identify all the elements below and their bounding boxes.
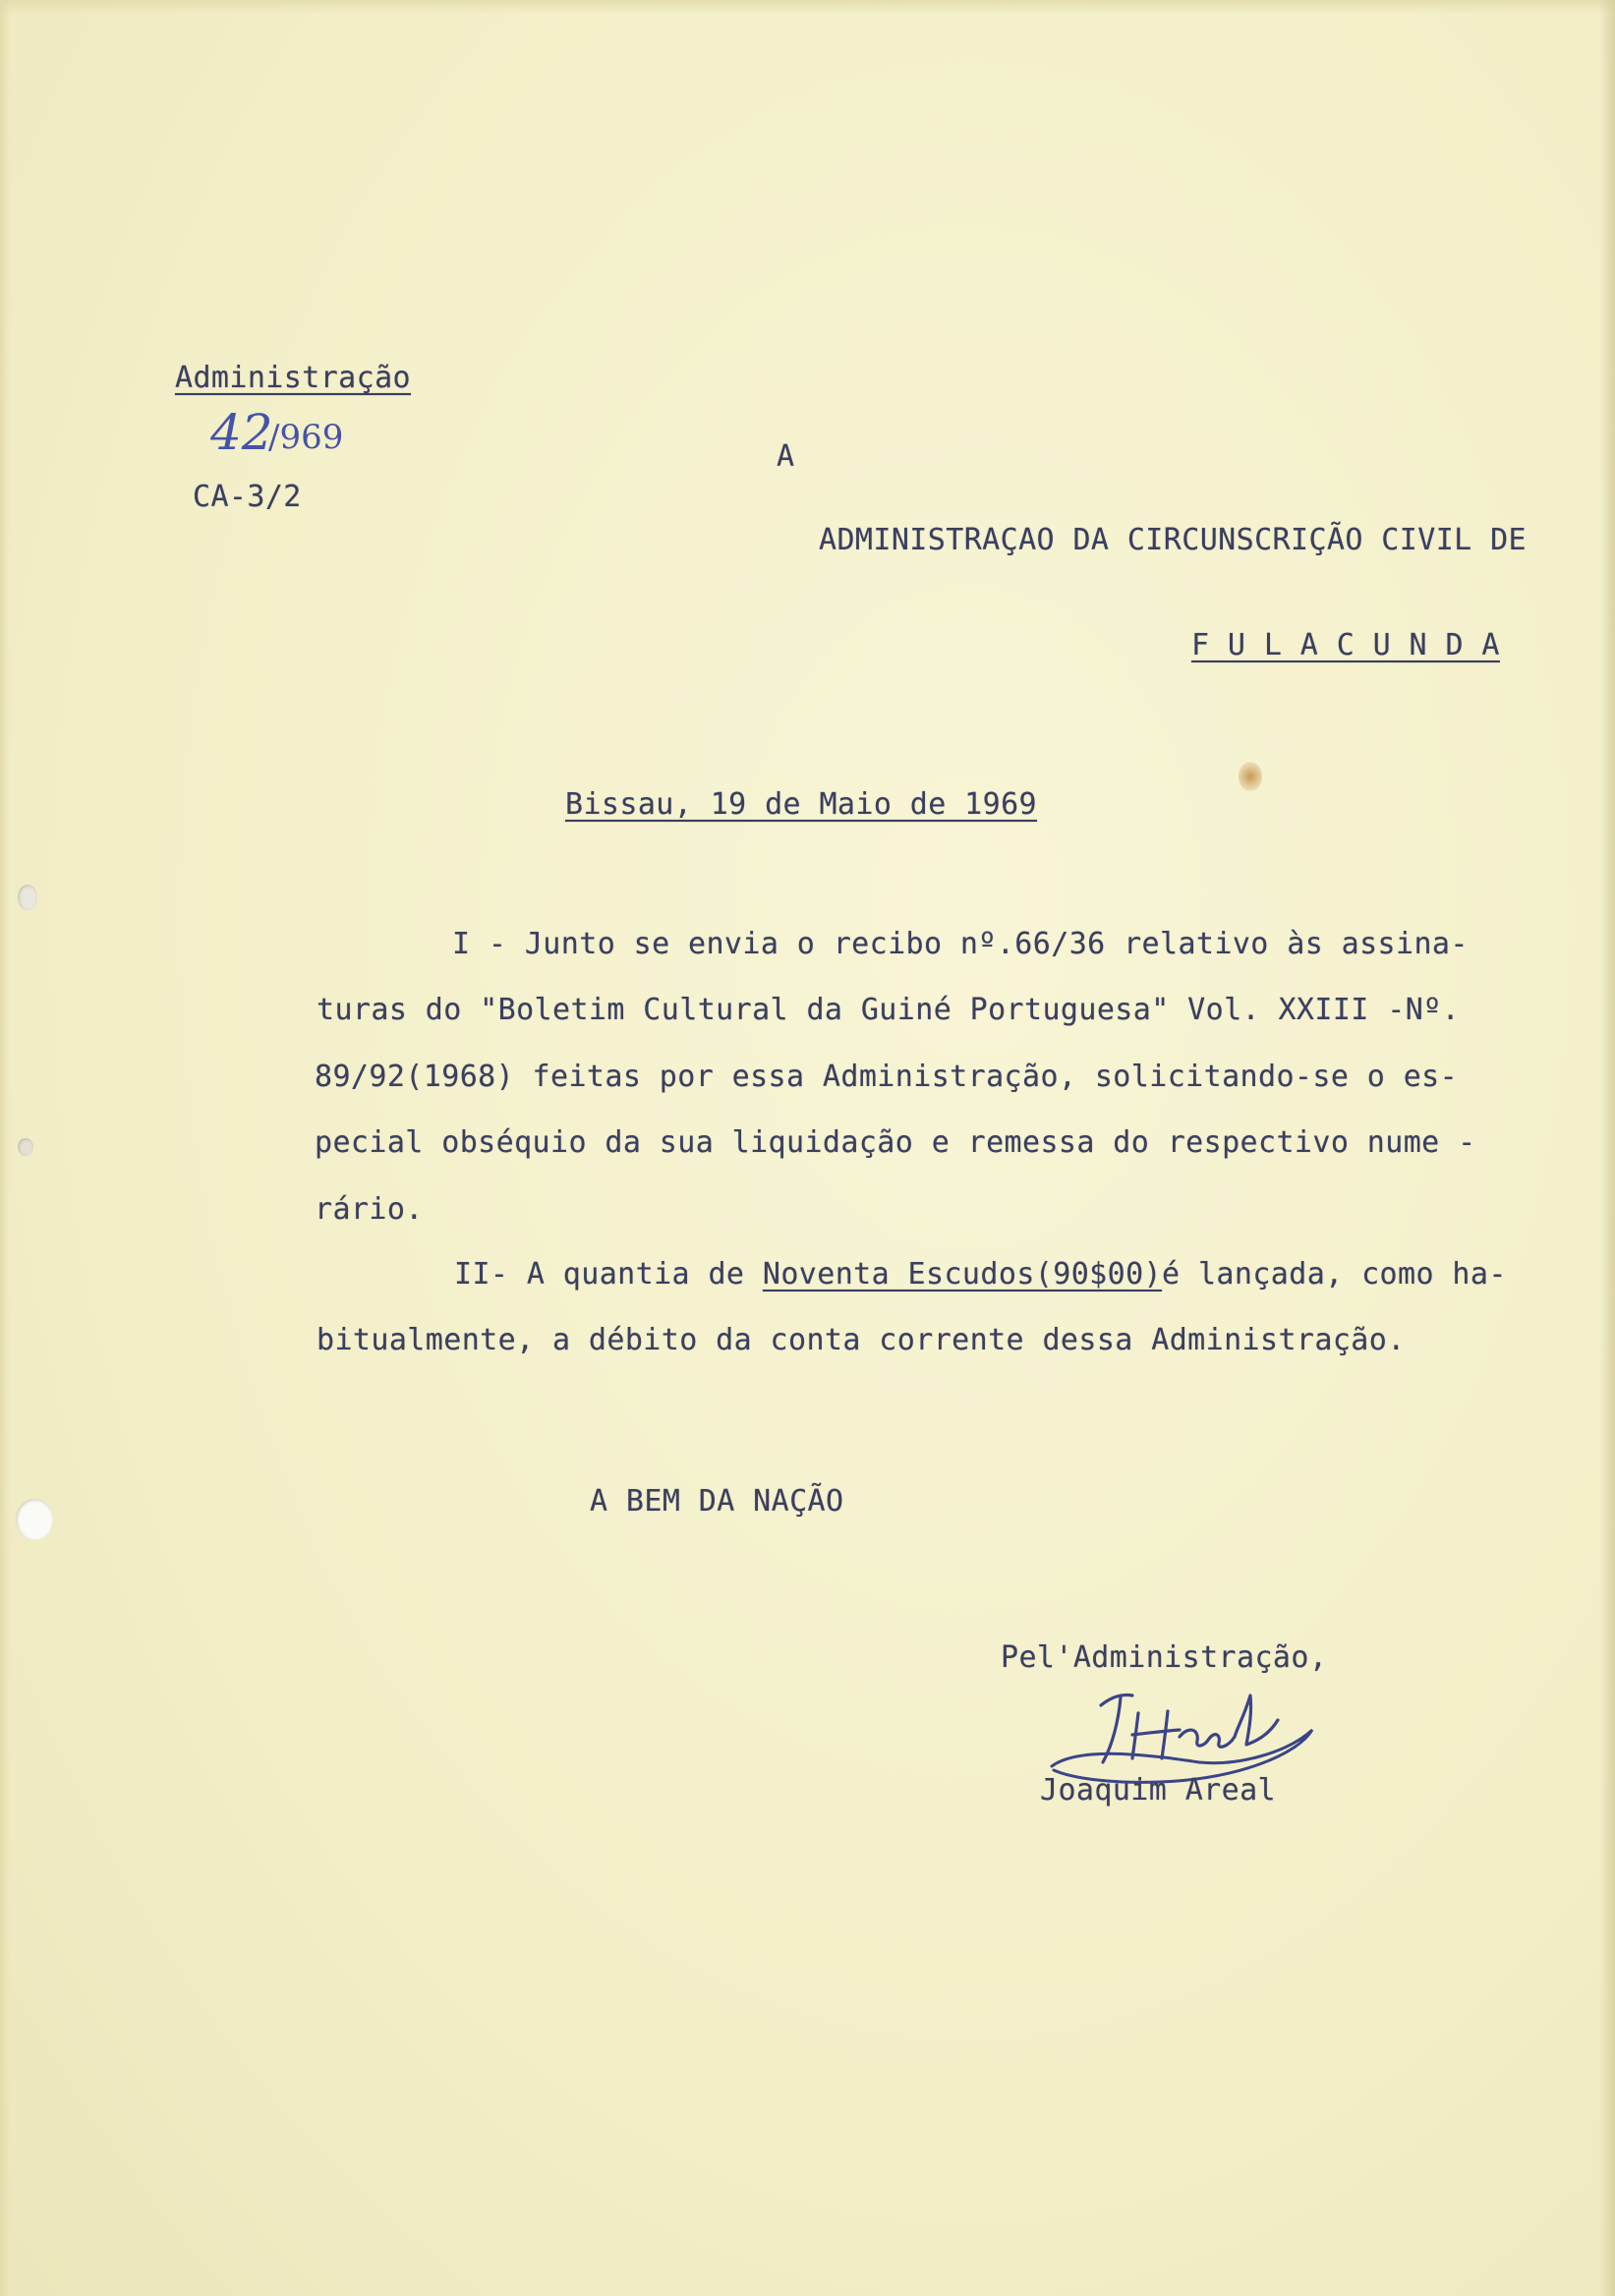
punch-hole-middle: [18, 1138, 33, 1156]
punch-hole-top: [18, 885, 37, 910]
body-line-4: pecial obséquio da sua liquidação e remessa do respectivo nume -: [315, 1125, 1476, 1160]
reference-year: /969: [268, 418, 344, 457]
closing-salutation: A BEM DA NAÇÃO: [590, 1484, 844, 1519]
file-code: CA-3/2: [193, 480, 302, 514]
amount-value: Noventa Escudos(90$00): [762, 1257, 1163, 1292]
amount-intro: II- A quantia de: [454, 1257, 763, 1292]
amount-outro: é lançada, como ha-: [1162, 1257, 1507, 1292]
signatory-name: Joaquim Areal: [1040, 1773, 1276, 1808]
page-edge-top: [0, 0, 1615, 14]
body-line-7: bitualmente, a débito da conta corrente dessa Administração.: [317, 1323, 1406, 1357]
recipient-prefix: A: [777, 439, 795, 474]
signature-for-line: Pel'Administração,: [1001, 1640, 1328, 1675]
body-line-6: [454, 1258, 1507, 1292]
recipient-line-1: ADMINISTRAÇAO DA CIRCUNSCRIÇÃO CIVIL DE: [819, 523, 1527, 557]
date-line: Bissau, 19 de Maio de 1969: [565, 787, 1037, 822]
punch-hole-bottom: [16, 1499, 53, 1540]
body-line-3: 89/92(1968) feitas por essa Administração, solicitando-se o es-: [315, 1060, 1459, 1094]
recipient-line-2: F U L A C U N D A: [1191, 628, 1500, 662]
page-edge-left: [0, 0, 10, 2296]
body-line-1: I - Junto se envia o recibo nº.66/36 relativo às assina-: [452, 927, 1469, 961]
body-line-2: turas do "Boletim Cultural da Guiné Portuguesa" Vol. XXIII -Nº.: [317, 993, 1461, 1027]
office-heading: Administração: [175, 361, 411, 395]
page-edge-right: [1599, 0, 1615, 2296]
body-line-5: rário.: [315, 1192, 424, 1227]
paper-stain: [1239, 762, 1262, 791]
reference-number-handwritten: 42: [210, 404, 273, 461]
